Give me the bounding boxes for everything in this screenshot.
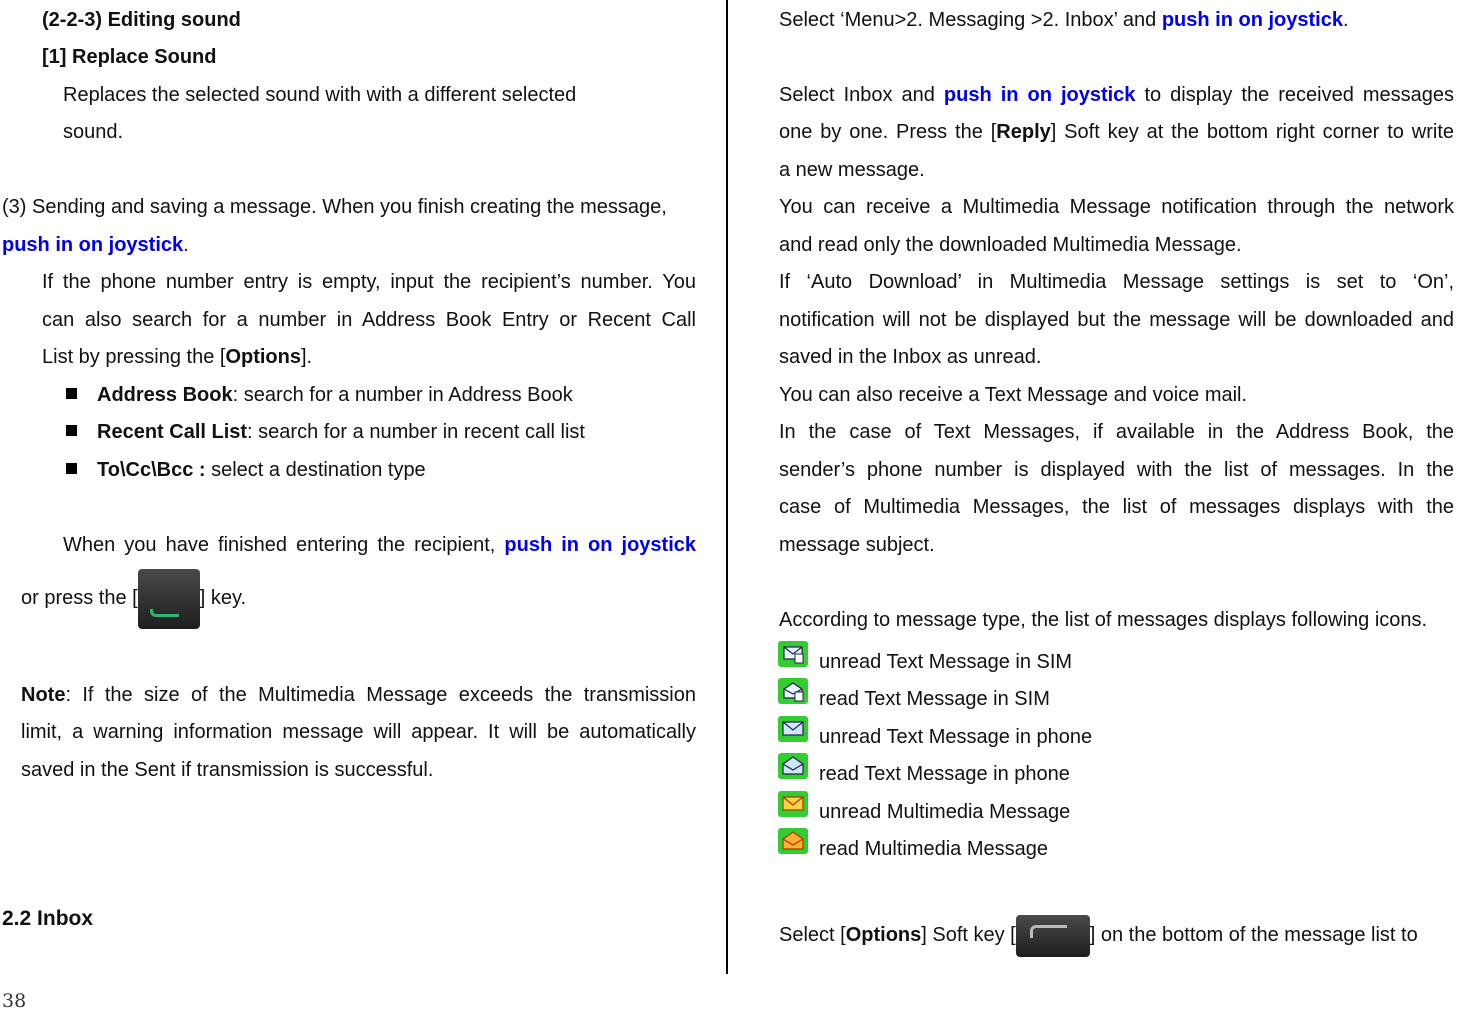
icon-label-read-sim: read Text Message in SIM bbox=[819, 688, 1050, 710]
auto-download-line2: notification will not be displayed but the message will be downloaded and bbox=[779, 309, 1454, 331]
square-bullet-icon bbox=[66, 425, 77, 436]
unread-phone-message-icon bbox=[778, 716, 808, 742]
joystick-highlight: push in on joystick bbox=[504, 534, 696, 556]
read-phone-message-icon bbox=[778, 753, 808, 779]
select-menu-line: Select ‘Menu>2. Messaging >2. Inbox’ and push in on joystick. bbox=[779, 9, 1349, 31]
mms-line2: and read only the downloaded Multimedia Message. bbox=[779, 234, 1242, 256]
section-title-inbox: 2.2 Inbox bbox=[2, 907, 94, 930]
finished-text-line1: When you have finished entering the recipient, push in on joystick bbox=[63, 534, 696, 556]
send-key-icon bbox=[138, 569, 200, 629]
mms-line1: You can receive a Multimedia Message notification through the network bbox=[779, 196, 1454, 218]
auto-download-line3: saved in the Inbox as unread. bbox=[779, 346, 1042, 368]
left-softkey-icon bbox=[1016, 915, 1090, 957]
inbox-line1: Select Inbox and push in on joystick to display the received messages bbox=[779, 84, 1454, 106]
or-press-line: or press the [ ] key. bbox=[21, 568, 246, 628]
inbox-line2: one by one. Press the [Reply] Soft key at the bottom right corner to write bbox=[779, 121, 1454, 143]
note-label: Note bbox=[21, 684, 66, 706]
options-label: Options bbox=[845, 924, 922, 946]
bullet-address-book: Address Book: search for a number in Address Book bbox=[66, 383, 573, 407]
icon-label-unread-mms: unread Multimedia Message bbox=[819, 801, 1071, 823]
icons-intro: According to message type, the list of messages displays following icons. bbox=[779, 609, 1428, 631]
read-sim-message-icon bbox=[778, 678, 808, 704]
case-line2: sender’s phone number is displayed with the list of messages. In the bbox=[779, 459, 1454, 481]
note-line2: limit, a warning information message will appear. It will be automatically bbox=[21, 721, 696, 743]
sending-text-line1: (3) Sending and saving a message. When you finish creating the message, bbox=[2, 196, 667, 218]
square-bullet-icon bbox=[66, 463, 77, 474]
phone-text-line2: can also search for a number in Address Book Entry or Recent Call bbox=[42, 309, 696, 331]
case-line4: message subject. bbox=[779, 534, 935, 556]
inbox-line3: a new message. bbox=[779, 159, 925, 181]
heading-editing-sound: (2-2-3) Editing sound bbox=[42, 9, 241, 31]
icon-label-read-phone: read Text Message in phone bbox=[819, 763, 1070, 785]
auto-download-line1: If ‘Auto Download’ in Multimedia Message settings is set to ‘On’, bbox=[779, 271, 1454, 293]
icon-label-read-mms: read Multimedia Message bbox=[819, 838, 1048, 860]
joystick-highlight: push in on joystick bbox=[2, 234, 184, 256]
unread-multimedia-message-icon bbox=[778, 791, 808, 817]
replace-text-line2: sound. bbox=[63, 121, 124, 143]
page-number: 38 bbox=[2, 990, 27, 1012]
reply-label: Reply bbox=[996, 121, 1051, 143]
options-softkey-line: Select [Options] Soft key [ ] on the bottom of the message list to bbox=[779, 914, 1454, 956]
sending-text-line2: push in on joystick. bbox=[2, 234, 189, 256]
voice-mail-line: You can also receive a Text Message and voice mail. bbox=[779, 384, 1248, 406]
icon-label-unread-phone: unread Text Message in phone bbox=[819, 726, 1093, 748]
phone-text-line1: If the phone number entry is empty, input the recipient’s number. You bbox=[42, 271, 696, 293]
case-line1: In the case of Text Messages, if available in the Address Book, the bbox=[779, 421, 1454, 443]
square-bullet-icon bbox=[66, 388, 77, 399]
read-multimedia-message-icon bbox=[778, 828, 808, 854]
heading-replace-sound: [1] Replace Sound bbox=[42, 46, 217, 68]
column-divider bbox=[726, 0, 728, 974]
unread-sim-message-icon bbox=[778, 641, 808, 667]
joystick-highlight: push in on joystick bbox=[943, 84, 1136, 106]
phone-text-line3: List by pressing the [Options]. bbox=[42, 346, 313, 368]
case-line3: case of Multimedia Messages, the list of messages displays with the bbox=[779, 496, 1454, 518]
note-line1: Note: If the size of the Multimedia Message exceeds the transmission bbox=[21, 684, 696, 706]
bullet-to-cc-bcc: To\Cc\Bcc : select a destination type bbox=[66, 458, 426, 482]
icon-label-unread-sim: unread Text Message in SIM bbox=[819, 651, 1073, 673]
replace-text-line1: Replaces the selected sound with with a different selected bbox=[63, 84, 577, 106]
note-line3: saved in the Sent if transmission is successful. bbox=[21, 759, 434, 781]
joystick-highlight: push in on joystick bbox=[1161, 9, 1343, 31]
bullet-recent-call-list: Recent Call List: search for a number in recent call list bbox=[66, 420, 585, 444]
options-label: Options bbox=[225, 346, 301, 368]
